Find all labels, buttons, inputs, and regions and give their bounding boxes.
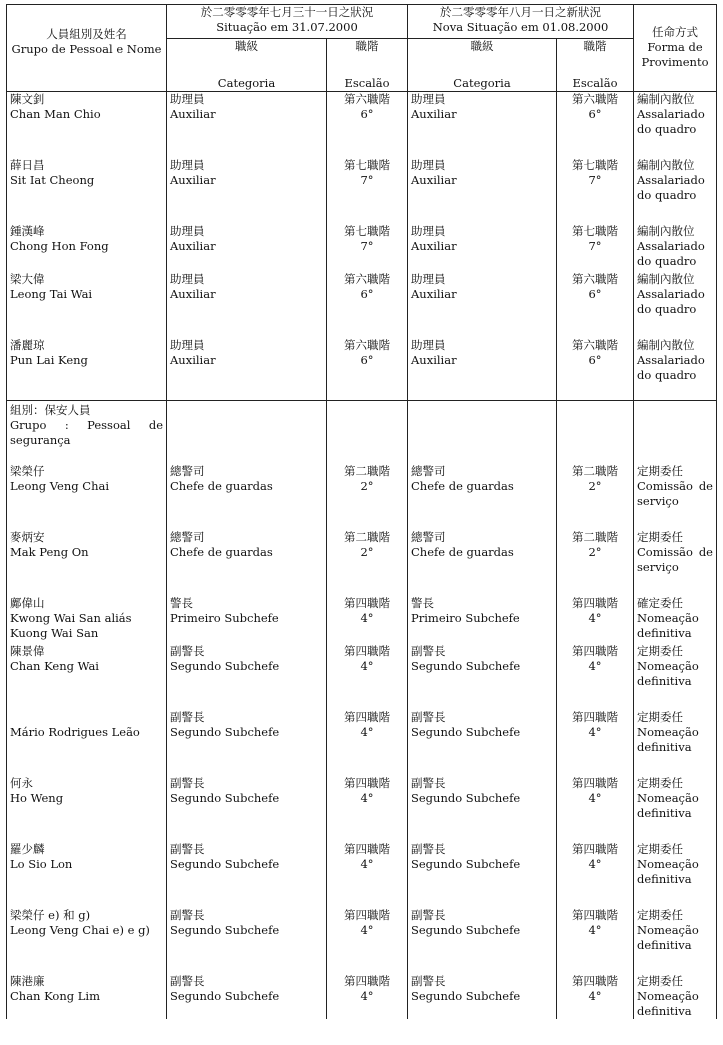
table-row: [7, 338, 717, 401]
old-category: [167, 842, 327, 908]
new-escalao: [557, 92, 634, 158]
category-pt: Segundo Subchefe: [170, 658, 280, 673]
category-pt: Chefe de guardas: [411, 478, 514, 493]
old-escalao: [327, 842, 408, 908]
escalao-num: 4°: [588, 610, 602, 625]
category-pt: Primeiro Subchefe: [411, 610, 520, 625]
old-escalao: [327, 596, 408, 644]
old-escalao: [327, 908, 408, 974]
escalao-num: 4°: [588, 922, 602, 937]
category-zh: 副警長: [411, 973, 446, 988]
table-row: [7, 158, 717, 224]
form-provimento: [634, 644, 717, 710]
person-name: [7, 644, 167, 710]
header-new-categoria: 職級 Categoria: [408, 39, 557, 92]
form-zh: 定期委任: [637, 643, 683, 658]
form-zh: 編制內散位: [637, 223, 695, 238]
form-provimento: [634, 338, 717, 401]
category-pt: Chefe de guardas: [170, 478, 273, 493]
name-zh: 麥炳安: [10, 529, 45, 544]
category-zh: 助理員: [411, 223, 446, 238]
category-zh: 副警長: [170, 841, 205, 856]
escalao-zh: 第六職階: [572, 92, 618, 106]
escalao-num: 4°: [360, 610, 374, 625]
form-provimento: [634, 158, 717, 224]
table-row: [7, 776, 717, 842]
header-new-pt: Nova Situação em 01.08.2000: [432, 20, 609, 34]
name-zh: 陳文釗: [10, 92, 45, 106]
category-zh: 助理員: [411, 271, 446, 286]
old-escalao: [327, 530, 408, 596]
form-zh: 定期委任: [637, 775, 683, 790]
form-pt: Nomeação definitiva: [637, 988, 699, 1018]
new-escalao: [557, 272, 634, 338]
form-pt: Nomeação definitiva: [637, 922, 699, 952]
category-zh: 副警長: [170, 907, 205, 922]
old-escalao: [327, 338, 408, 401]
category-zh: 總警司: [170, 463, 205, 478]
new-category: [408, 908, 557, 974]
category-zh: 助理員: [411, 157, 446, 172]
escalao-zh: 第四職階: [344, 775, 390, 790]
new-escalao: [557, 158, 634, 224]
category-zh: 副警長: [170, 643, 205, 658]
category-pt: Auxiliar: [411, 107, 457, 121]
header-form: [634, 5, 717, 92]
escalao-num: 4°: [360, 658, 374, 673]
form-zh: 編制內散位: [637, 271, 695, 286]
table-row: [7, 644, 717, 710]
table-row: [7, 464, 717, 530]
category-zh: 副警長: [411, 775, 446, 790]
person-name: [7, 272, 167, 338]
table-row: [7, 92, 717, 158]
person-name: [7, 92, 167, 158]
escalao-num: 4°: [360, 790, 374, 805]
old-escalao: [327, 710, 408, 776]
new-category: [408, 842, 557, 908]
new-category: [408, 272, 557, 338]
escalao-num: 4°: [360, 922, 374, 937]
category-zh: 助理員: [170, 157, 205, 172]
old-category: [167, 644, 327, 710]
header-name-pt: Grupo de Pessoal e Nome: [11, 42, 162, 56]
category-pt: Segundo Subchefe: [170, 790, 280, 805]
escalao-zh: 第四職階: [572, 907, 618, 922]
name-pt: Chan Keng Wai: [10, 658, 99, 673]
escalao-zh: 第四職階: [572, 709, 618, 724]
form-provimento: [634, 908, 717, 974]
new-escalao: [557, 644, 634, 710]
escalao-num: 7°: [360, 238, 374, 253]
category-zh: 助理員: [170, 337, 205, 352]
old-category: [167, 974, 327, 1019]
new-escalao: [557, 842, 634, 908]
escalao-num: 2°: [588, 478, 602, 493]
new-escalao: [557, 776, 634, 842]
name-pt: Ho Weng: [10, 790, 64, 805]
new-escalao: [557, 530, 634, 596]
escalao-zh: 第二職階: [344, 529, 390, 544]
category-pt: Segundo Subchefe: [411, 988, 521, 1003]
new-escalao: [557, 710, 634, 776]
name-zh: 羅少麟: [10, 841, 45, 856]
form-provimento: [634, 530, 717, 596]
form-zh: 確定委任: [637, 595, 683, 610]
category-zh: 副警長: [411, 907, 446, 922]
form-pt: Assalariado do quadro: [637, 172, 705, 202]
new-category: [408, 776, 557, 842]
new-category: [408, 710, 557, 776]
new-category: [408, 92, 557, 158]
escalao-num: 4°: [588, 856, 602, 871]
escalao-zh: 第六職階: [572, 271, 618, 286]
escalao-num: 6°: [588, 107, 602, 121]
escalao-num: 4°: [588, 988, 602, 1003]
name-pt: Chan Kong Lim: [10, 988, 100, 1003]
category-zh: 助理員: [411, 92, 446, 106]
header-old-pt: Situação em 31.07.2000: [216, 20, 358, 34]
escalao-zh: 第四職階: [344, 643, 390, 658]
form-provimento: [634, 92, 717, 158]
form-pt: Comissão de serviço: [637, 544, 713, 574]
escalao-zh: 第二職階: [344, 463, 390, 478]
name-pt: Leong Veng Chai: [10, 478, 110, 493]
form-pt: Comissão de serviço: [637, 478, 713, 508]
group-row: [7, 401, 717, 464]
escalao-zh: 第四職階: [344, 907, 390, 922]
name-zh: 梁榮仔: [10, 463, 45, 478]
escalao-num: 4°: [360, 856, 374, 871]
escalao-zh: 第四職階: [572, 973, 618, 988]
category-pt: Segundo Subchefe: [411, 790, 521, 805]
escalao-zh: 第六職階: [572, 337, 618, 352]
category-zh: 副警長: [411, 709, 446, 724]
escalao-num: 2°: [360, 544, 374, 559]
form-provimento: [634, 464, 717, 530]
table-row: [7, 908, 717, 974]
escalao-zh: 第七職階: [344, 157, 390, 172]
category-pt: Chefe de guardas: [411, 544, 514, 559]
new-category: [408, 974, 557, 1019]
category-pt: Segundo Subchefe: [170, 922, 280, 937]
new-escalao: [557, 338, 634, 401]
category-zh: 助理員: [170, 92, 205, 106]
name-zh: 潘麗琼: [10, 337, 45, 352]
header-new-status: [408, 5, 634, 39]
old-category: [167, 596, 327, 644]
person-name: [7, 530, 167, 596]
category-zh: 總警司: [170, 529, 205, 544]
new-escalao: [557, 464, 634, 530]
category-pt: Auxiliar: [170, 172, 216, 187]
header-old-categoria: 職級 Categoria: [167, 39, 327, 92]
category-zh: 副警長: [170, 973, 205, 988]
category-zh: 副警長: [411, 643, 446, 658]
form-pt: Nomeação definitiva: [637, 724, 699, 754]
category-pt: Auxiliar: [411, 352, 457, 367]
old-category: [167, 776, 327, 842]
name-pt: Pun Lai Keng: [10, 352, 88, 367]
escalao-num: 6°: [360, 352, 374, 367]
form-pt: Assalariado do quadro: [637, 107, 705, 136]
new-escalao: [557, 596, 634, 644]
form-zh: 定期委任: [637, 973, 683, 988]
form-provimento: [634, 974, 717, 1019]
category-pt: Segundo Subchefe: [170, 856, 280, 871]
person-name: [7, 338, 167, 401]
name-pt: Leong Veng Chai e) e g): [10, 922, 150, 937]
category-zh: 總警司: [411, 463, 446, 478]
category-zh: 警長: [411, 595, 434, 610]
escalao-zh: 第四職階: [572, 841, 618, 856]
header-old-status: [167, 5, 408, 39]
person-name: [7, 710, 167, 776]
escalao-zh: 第七職階: [572, 223, 618, 238]
name-pt: Sit Iat Cheong: [10, 172, 95, 187]
escalao-zh: 第二職階: [572, 463, 618, 478]
form-pt: Nomeação definitiva: [637, 856, 699, 886]
escalao-num: 2°: [588, 544, 602, 559]
category-pt: Auxiliar: [170, 286, 216, 301]
new-category: [408, 158, 557, 224]
form-pt: Assalariado do quadro: [637, 286, 705, 316]
form-provimento: [634, 224, 717, 272]
table-row: [7, 974, 717, 1019]
escalao-zh: 第四職階: [572, 643, 618, 658]
form-zh: 編制內散位: [637, 337, 695, 352]
header-form-zh: 任命方式: [652, 25, 698, 39]
escalao-zh: 第七職階: [344, 223, 390, 238]
person-name: [7, 224, 167, 272]
table-row: [7, 530, 717, 596]
staff-table: [6, 4, 717, 1019]
old-category: [167, 710, 327, 776]
escalao-zh: 第四職階: [572, 595, 618, 610]
old-escalao: [327, 974, 408, 1019]
escalao-zh: 第二職階: [572, 529, 618, 544]
old-category: [167, 530, 327, 596]
escalao-num: 6°: [360, 107, 374, 121]
category-pt: Auxiliar: [411, 286, 457, 301]
header-old-zh: 於二零零零年七月三十一日之狀況: [200, 5, 374, 19]
header-name: [7, 5, 167, 92]
header-new-zh: 於二零零零年八月一日之新狀況: [440, 5, 601, 19]
person-name: [7, 596, 167, 644]
table-row: [7, 272, 717, 338]
form-pt: Assalariado do quadro: [637, 238, 705, 268]
name-zh: 鍾漢峰: [10, 223, 45, 238]
form-pt: Nomeação definitiva: [637, 790, 699, 820]
table-row: [7, 224, 717, 272]
person-name: [7, 158, 167, 224]
form-zh: 定期委任: [637, 709, 683, 724]
table-row: [7, 596, 717, 644]
escalao-num: 7°: [588, 172, 602, 187]
escalao-num: 4°: [360, 988, 374, 1003]
person-name: [7, 464, 167, 530]
old-escalao: [327, 158, 408, 224]
header-form-pt: Forma de Provimento: [641, 40, 709, 69]
form-provimento: [634, 272, 717, 338]
new-escalao: [557, 974, 634, 1019]
category-pt: Segundo Subchefe: [170, 988, 280, 1003]
name-zh: 陳景偉: [10, 643, 45, 658]
escalao-zh: 第四職階: [572, 775, 618, 790]
category-zh: 副警長: [170, 709, 205, 724]
form-zh: 定期委任: [637, 907, 683, 922]
group-label: 組別：保安人員 Grupo : Pessoal de segurança: [7, 401, 167, 464]
escalao-zh: 第四職階: [344, 841, 390, 856]
old-category: [167, 224, 327, 272]
category-pt: Segundo Subchefe: [170, 724, 280, 739]
name-zh: 何永: [10, 775, 33, 790]
category-pt: Primeiro Subchefe: [170, 610, 279, 625]
new-category: [408, 464, 557, 530]
name-pt: Mak Peng On: [10, 544, 89, 559]
name-pt: Chan Man Chio: [10, 107, 101, 121]
form-provimento: [634, 776, 717, 842]
name-zh: 鄺偉山: [10, 595, 45, 610]
category-pt: Segundo Subchefe: [411, 658, 521, 673]
category-pt: Segundo Subchefe: [411, 922, 521, 937]
escalao-num: 4°: [588, 724, 602, 739]
name-zh: 陳港廉: [10, 973, 45, 988]
category-zh: 助理員: [170, 271, 205, 286]
old-escalao: [327, 224, 408, 272]
new-category: [408, 338, 557, 401]
person-name: [7, 974, 167, 1019]
new-category: [408, 644, 557, 710]
name-pt: Lo Sio Lon: [10, 856, 73, 871]
category-pt: Segundo Subchefe: [411, 724, 521, 739]
category-zh: 助理員: [170, 223, 205, 238]
form-pt: Nomeação definitiva: [637, 610, 699, 640]
person-name: [7, 908, 167, 974]
name-pt: Chong Hon Fong: [10, 238, 109, 253]
escalao-zh: 第四職階: [344, 973, 390, 988]
escalao-num: 7°: [588, 238, 602, 253]
escalao-zh: 第六職階: [344, 271, 390, 286]
escalao-num: 7°: [360, 172, 374, 187]
category-pt: Auxiliar: [411, 172, 457, 187]
category-pt: Segundo Subchefe: [411, 856, 521, 871]
table-row: [7, 842, 717, 908]
category-zh: 副警長: [170, 775, 205, 790]
category-pt: Auxiliar: [170, 238, 216, 253]
new-category: [408, 596, 557, 644]
escalao-zh: 第四職階: [344, 709, 390, 724]
old-category: [167, 158, 327, 224]
name-zh: 梁榮仔 e) 和 g): [10, 907, 91, 922]
form-zh: 定期委任: [637, 841, 683, 856]
name-pt: Kwong Wai San aliás Kuong Wai San: [10, 610, 132, 640]
person-name: [7, 842, 167, 908]
escalao-zh: 第七職階: [572, 157, 618, 172]
category-pt: Auxiliar: [411, 238, 457, 253]
category-pt: Auxiliar: [170, 107, 216, 121]
category-zh: 副警長: [411, 841, 446, 856]
old-category: [167, 92, 327, 158]
escalao-zh: 第六職階: [344, 92, 390, 106]
new-escalao: [557, 908, 634, 974]
escalao-num: 4°: [588, 790, 602, 805]
category-zh: 警長: [170, 595, 193, 610]
form-zh: 編制內散位: [637, 157, 695, 172]
category-zh: 總警司: [411, 529, 446, 544]
old-escalao: [327, 464, 408, 530]
header-old-escalao: 職階 Escalão: [327, 39, 408, 92]
escalao-num: 6°: [588, 286, 602, 301]
table-row: [7, 710, 717, 776]
person-name: [7, 776, 167, 842]
name-zh: 薛日昌: [10, 157, 45, 172]
new-category: [408, 224, 557, 272]
old-escalao: [327, 776, 408, 842]
category-pt: Auxiliar: [170, 352, 216, 367]
old-category: [167, 338, 327, 401]
old-escalao: [327, 272, 408, 338]
escalao-zh: 第六職階: [344, 337, 390, 352]
escalao-num: 6°: [588, 352, 602, 367]
new-category: [408, 530, 557, 596]
header-new-escalao: 職階 Escalão: [557, 39, 634, 92]
name-pt: Leong Tai Wai: [10, 286, 93, 301]
old-escalao: [327, 644, 408, 710]
escalao-num: 6°: [360, 286, 374, 301]
old-category: [167, 908, 327, 974]
old-escalao: [327, 92, 408, 158]
escalao-zh: 第四職階: [344, 595, 390, 610]
category-pt: Chefe de guardas: [170, 544, 273, 559]
form-provimento: [634, 710, 717, 776]
form-provimento: [634, 842, 717, 908]
category-zh: 助理員: [411, 337, 446, 352]
new-escalao: [557, 224, 634, 272]
old-category: [167, 464, 327, 530]
old-category: [167, 272, 327, 338]
form-pt: Assalariado do quadro: [637, 352, 705, 382]
form-zh: 編制內散位: [637, 92, 695, 106]
escalao-num: 4°: [360, 724, 374, 739]
form-zh: 定期委任: [637, 463, 683, 478]
name-zh: 梁大偉: [10, 271, 45, 286]
header-name-zh: 人員組別及姓名: [46, 27, 127, 41]
escalao-num: 2°: [360, 478, 374, 493]
form-provimento: [634, 596, 717, 644]
form-zh: 定期委任: [637, 529, 683, 544]
name-pt: Mário Rodrigues Leão: [10, 724, 140, 739]
form-pt: Nomeação definitiva: [637, 658, 699, 688]
escalao-num: 4°: [588, 658, 602, 673]
